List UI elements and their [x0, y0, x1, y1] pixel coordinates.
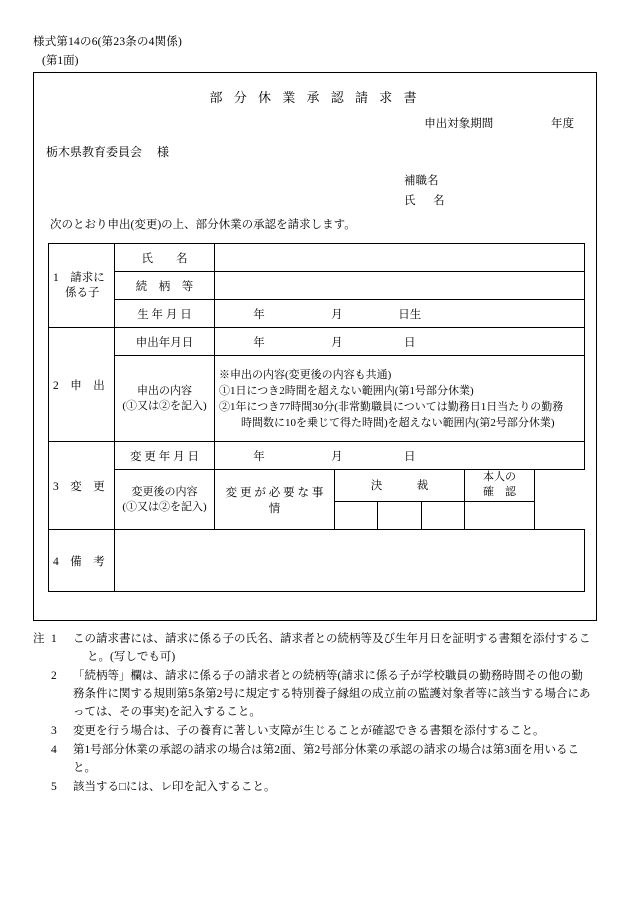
form-number: 様式第14の6(第23条の4関係) — [33, 36, 183, 48]
row-head-remarks: 4 備 考 — [49, 530, 115, 592]
field-approval-stamps[interactable] — [335, 501, 465, 529]
birth-day-label: 日生 — [398, 308, 422, 321]
label-approval: 決 裁 — [335, 470, 465, 502]
table-row — [49, 244, 585, 272]
label-change-content — [115, 470, 215, 530]
note-number: 4 — [51, 744, 57, 756]
field-child-name[interactable] — [215, 244, 585, 272]
notes-marker-spacer — [33, 722, 51, 740]
table-row — [49, 328, 585, 356]
application-month-label: 月 — [331, 336, 343, 349]
note-line: 変更を行う場合は、子の養育に著しい支障が生じることが確認できる書類を添付すること。 — [73, 725, 545, 737]
row-head-application: 2 申 出 — [49, 328, 115, 442]
applicant-post-label: 補職名 — [404, 175, 439, 187]
table-row — [49, 272, 585, 300]
application-period-label: 申出対象期間 — [424, 118, 494, 130]
addressee — [46, 143, 169, 160]
note-line: 第1号部分休業の承認の請求の場合は第2面、第2号部分休業の承認の請求の場合は第3面を用いるこ — [73, 744, 579, 756]
notes-marker-spacer — [33, 778, 51, 796]
field-change-date[interactable] — [215, 442, 585, 470]
table-row — [49, 300, 585, 328]
note-number: 3 — [51, 725, 57, 737]
addressee-honorific: 様 — [157, 145, 170, 159]
note-item — [33, 630, 598, 666]
label-application-date: 申出年月日 — [115, 328, 215, 356]
note-item — [33, 722, 598, 740]
face-label: (第1面) — [42, 55, 79, 67]
addressee-name: 栃木県教育委員会 — [46, 145, 143, 159]
field-remarks[interactable] — [115, 530, 585, 592]
change-day-label: 日 — [404, 450, 416, 463]
page-title: 部 分 休 業 承 認 請 求 書 — [209, 90, 421, 105]
label-change-reason: 変 更 が 必 要 な 事 情 — [225, 486, 324, 515]
birth-year-label: 年 — [253, 308, 265, 321]
row-head-change: 3 変 更 — [49, 442, 115, 530]
label-change-content-line2: (①又は②を記入) — [122, 500, 207, 513]
application-year-label: 年 — [253, 336, 265, 349]
application-day-label: 日 — [404, 336, 416, 349]
label-child-name: 氏 名 — [115, 244, 215, 272]
label-self-confirm-line2: 確 認 — [483, 486, 516, 499]
label-self-confirm — [465, 470, 535, 502]
application-period-year-label: 年度 — [551, 118, 574, 130]
applicant-block — [404, 171, 448, 211]
table-row — [49, 442, 585, 470]
row-head-child-line1: 1 請求に — [53, 271, 105, 284]
note-line: 務条件に関する規則第5条第2号に規定する特別養子縁組の成立前の監護対象者等に該当する場合にあ — [73, 688, 591, 700]
application-content-line-4: 時間数に10を乗じて得た時間)を超えない範囲内(第2号部分休業) — [219, 416, 555, 429]
note-line: っては、その事実)を記入すること。 — [73, 706, 261, 718]
note-body — [73, 778, 598, 796]
field-application-content[interactable] — [215, 356, 585, 442]
note-item — [33, 741, 598, 777]
label-self-confirm-line1: 本人の — [483, 471, 516, 484]
field-change-reason-header — [215, 470, 335, 530]
note-line: と。(写しでも可) — [87, 651, 176, 663]
notes-marker: 注 — [33, 633, 45, 645]
change-year-label: 年 — [253, 450, 265, 463]
request-table — [48, 243, 585, 592]
note-line: 「続柄等」欄は、請求に係る子の請求者との続柄等(請求に係る子が学校職員の勤務時間その他の勤 — [73, 670, 583, 682]
note-body — [73, 667, 598, 721]
lead-text: 次のとおり申出(変更)の上、部分休業の承認を請求します。 — [50, 219, 356, 231]
field-child-relation[interactable] — [215, 272, 585, 300]
note-line: と。 — [73, 762, 96, 774]
label-application-content-line1: 申出の内容 — [137, 384, 192, 397]
note-body — [73, 741, 598, 777]
note-number: 1 — [51, 633, 57, 645]
change-month-label: 月 — [331, 450, 343, 463]
label-application-content — [115, 356, 215, 442]
note-number: 5 — [51, 781, 57, 793]
label-child-birth: 生 年 月 日 — [115, 300, 215, 328]
table-row — [49, 356, 585, 442]
label-change-content-line1: 変更後の内容 — [131, 485, 198, 498]
label-child-relation: 続 柄 等 — [115, 272, 215, 300]
form-main-box — [33, 72, 597, 621]
application-content-line-1: ※申出の内容(変更後の内容も共通) — [219, 368, 392, 381]
table-row — [49, 530, 585, 592]
label-change-date: 変 更 年 月 日 — [115, 442, 215, 470]
note-line: この請求書には、請求に係る子の氏名、請求者との続柄等及び生年月日を証明する書類を添付するこ — [73, 633, 591, 645]
label-application-content-line2: (①又は②を記入) — [122, 399, 207, 412]
field-self-confirm[interactable] — [465, 501, 535, 529]
note-body — [73, 630, 598, 666]
note-item — [33, 778, 598, 796]
note-body — [73, 722, 598, 740]
table-row — [49, 470, 585, 502]
row-head-child — [49, 244, 115, 328]
application-content-line-3: ②1年につき77時間30分(非常勤職員については勤務日1日当たりの勤務 — [219, 400, 564, 413]
birth-month-label: 月 — [331, 308, 343, 321]
field-application-date[interactable] — [215, 328, 585, 356]
note-number: 2 — [51, 670, 57, 682]
applicant-name-label: 氏 名 — [404, 195, 448, 207]
notes-section — [33, 630, 598, 797]
note-item — [33, 667, 598, 721]
note-line: 該当する□には、レ印を記入すること。 — [73, 781, 276, 793]
application-period-line — [424, 115, 574, 131]
notes-marker-spacer — [33, 741, 51, 777]
application-content-line-2: ①1日につき2時間を超えない範囲内(第1号部分休業) — [219, 384, 474, 397]
notes-marker-spacer — [33, 667, 51, 721]
row-head-child-line2: 係る子 — [65, 286, 100, 299]
field-child-birth[interactable] — [215, 300, 585, 328]
